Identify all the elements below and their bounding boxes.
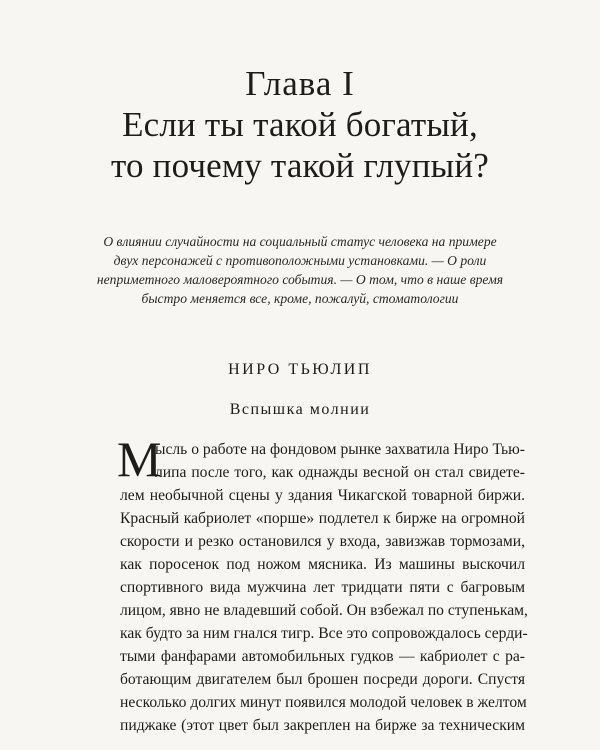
chapter-label: Глава I xyxy=(245,64,355,103)
epigraph-line: неприметного маловероятного события. — О том, что в наше время xyxy=(96,272,504,287)
body-line: лем необычной сцены у здания Чикагской товарной биржи. xyxy=(120,487,525,504)
body-line: ысль о работе на фондовом рынке захватила Ниро Тью- xyxy=(155,441,525,458)
body-line: липа после того, как однажды весной он стал свидете- xyxy=(155,464,525,481)
chapter-title-line-2: то почему такой глупый? xyxy=(110,146,490,185)
body-line: несколько долгих минут появился молодой человек в желтом xyxy=(120,694,527,711)
epigraph-line: быстро меняется все, кроме, пожалуй, стоматологии xyxy=(141,291,459,306)
epigraph-line: двух персонажей с противоположными установками. — О роли xyxy=(113,253,487,268)
chapter-title-line-1: Если ты такой богатый, xyxy=(122,105,478,144)
epigraph-line: О влиянии случайности на социальный статус человека на примере xyxy=(103,234,497,249)
body-line: как поросенок под ножом мясника. Из машины выскочил xyxy=(120,556,525,573)
body-line: пиджаке (этот цвет был закреплен на бирже за техническим xyxy=(120,717,525,734)
body-line: ботающим двигателем был брошен посреди дороги. Спустя xyxy=(120,671,525,688)
body-line: Красный кабриолет «порше» подлетел к бирже на огромной xyxy=(120,510,525,527)
body-line: скорости и резко остановился у входа, завизжав тормозами, xyxy=(120,533,525,550)
body-line: лицом, явно не владевший собой. Он взбежал по ступенькам, xyxy=(120,602,528,619)
body-line: как будто за ним гнался тигр. Все это сопровождалось серди- xyxy=(120,625,528,642)
body-line: спортивного вида мужчина лет тридцати пяти с багровым xyxy=(120,579,525,596)
body-line: тыми фанфарами автомобильных гудков — кабриолет с ра- xyxy=(120,648,525,665)
subsection-title: Вспышка молнии xyxy=(229,401,371,418)
section-title: НИРО ТЬЮЛИП xyxy=(228,361,372,378)
drop-cap: М xyxy=(117,431,162,487)
